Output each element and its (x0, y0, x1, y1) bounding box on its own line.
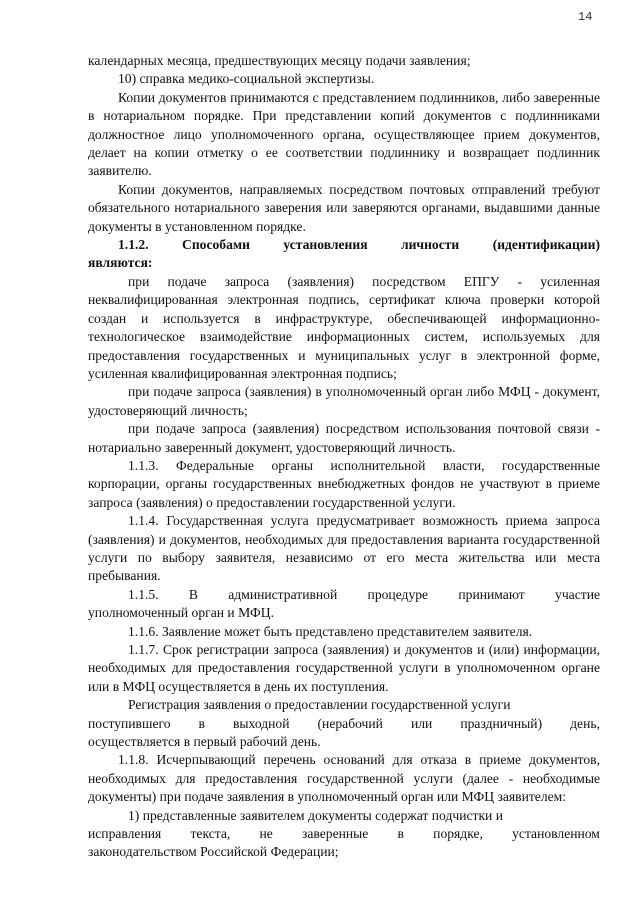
word: процедуре (367, 586, 429, 602)
spread-line (88, 586, 600, 604)
word: поступившего (88, 715, 171, 731)
line-continuation: осуществляется в первый рабочий день. (88, 734, 321, 750)
word: порядке, (433, 826, 483, 842)
heading-word: личности (400, 237, 460, 253)
word: выходной (233, 715, 290, 731)
heading-word: (идентификации) (492, 237, 600, 253)
heading-line (88, 236, 600, 254)
spread-line (88, 715, 600, 733)
heading-continuation: являются: (88, 255, 153, 271)
identity-item: при подаче запроса (заявления) в уполномоченный орган либо МФЦ - документ, удостоверяющий личность; (88, 384, 600, 418)
word: не (259, 826, 273, 842)
paragraph-1-1-8: 1.1.8. Исчерпывающий перечень оснований для отказа в приеме документов, необходимых для предоставления государственной услуги (далее - необходимые документы) при подаче заявления в уполномоченный орган или МФЦ заявителем: (88, 752, 600, 805)
word: принимают (458, 586, 525, 602)
heading-word: 1.1.2. (118, 237, 149, 253)
word: праздничный) (460, 715, 543, 731)
paragraph-1-1-4: 1.1.4. Государственная услуга предусматривает возможность приема запроса (заявления) и документов, необходимых для предоставления варианта государственной услуги по выбору заявителя, независимо от его места жительства или места пребывания. (88, 513, 600, 584)
paragraph: 10) справка медико-социальной экспертизы. (118, 71, 375, 87)
word: 1.1.5. (128, 586, 159, 602)
heading-word: Способами (182, 237, 250, 253)
spread-line (88, 825, 600, 843)
word: (нерабочий (317, 715, 383, 731)
paragraph-1-1-3: 1.1.3. Федеральные органы исполнительной власти, государственные корпорации, органы государственных внебюджетных фондов не участвуют в приеме запроса (заявления) о предоставлении государственной услуги. (88, 457, 600, 510)
word: в (198, 715, 205, 731)
paragraph-1-1-7: 1.1.7. Срок регистрации запроса (заявления) и документов и (или) информации, необходимых для предоставления государственной услуги в уполномоченном органе или в МФЦ осуществляется в день их поступления. (88, 642, 600, 694)
refusal-item-1 (88, 807, 600, 862)
word: В (188, 586, 198, 602)
word: текста, (190, 826, 231, 842)
paragraph-1-1-6: 1.1.6. Заявление может быть представлено представителем заявителя. (128, 623, 533, 639)
paragraph: календарных месяца, предшествующих месяцу подачи заявления; (88, 53, 471, 68)
page-number: 14 (578, 10, 593, 24)
paragraph-registration (88, 696, 600, 751)
word: заверенные (302, 826, 369, 842)
word: или (410, 715, 433, 731)
identity-item: при подаче запроса (заявления) посредством ЕПГУ - усиленная неквалифицированная электронная подпись, сертификат ключа проверки которой создан и используется в инфраструктуре, обеспечивающей информационно-технологическое взаимодействие информационных систем, используемых для предоставления государственных и муниципальных услуг в электронной форме, усиленная квалифицированная электронная подпись; (88, 273, 600, 381)
line: 1) представленные заявителем документы содержат подчистки и (128, 807, 504, 823)
word: день, (570, 715, 600, 731)
paragraph: Копии документов, направляемых посредством почтовых отправлений требуют обязательного нотариального заверения или заверяются органами, выдавшими данные документы в установленном порядке. (88, 181, 600, 234)
section-heading-1-1-2 (88, 236, 600, 273)
paragraph: Копии документов принимаются с представлением подлинников, либо заверенные в нотариальном порядке. При представлении копий документов с подлинниками должностное лицо уполномоченного органа, осуществляющее прием документов, делает на копии отметку о ее соответствии подлиннику и возвращает подлинник заявителю. (88, 89, 600, 179)
line-continuation: уполномоченный орган и МФЦ. (88, 605, 274, 621)
word: исправления (88, 826, 162, 842)
word: в (397, 826, 404, 842)
line-continuation: законодательством Российской Федерации; (88, 844, 339, 860)
paragraph-1-1-5 (88, 586, 600, 623)
identity-item: при подаче запроса (заявления) посредством использования почтовой связи - нотариально заверенный документ, удостоверяющий личность. (88, 421, 600, 455)
word: установленном (512, 826, 600, 842)
word: участие (555, 586, 600, 602)
word: административной (228, 586, 338, 602)
heading-word: установления (283, 237, 368, 253)
line: Регистрация заявления о предоставлении государственной услуги (128, 697, 511, 713)
body-text (88, 52, 600, 862)
